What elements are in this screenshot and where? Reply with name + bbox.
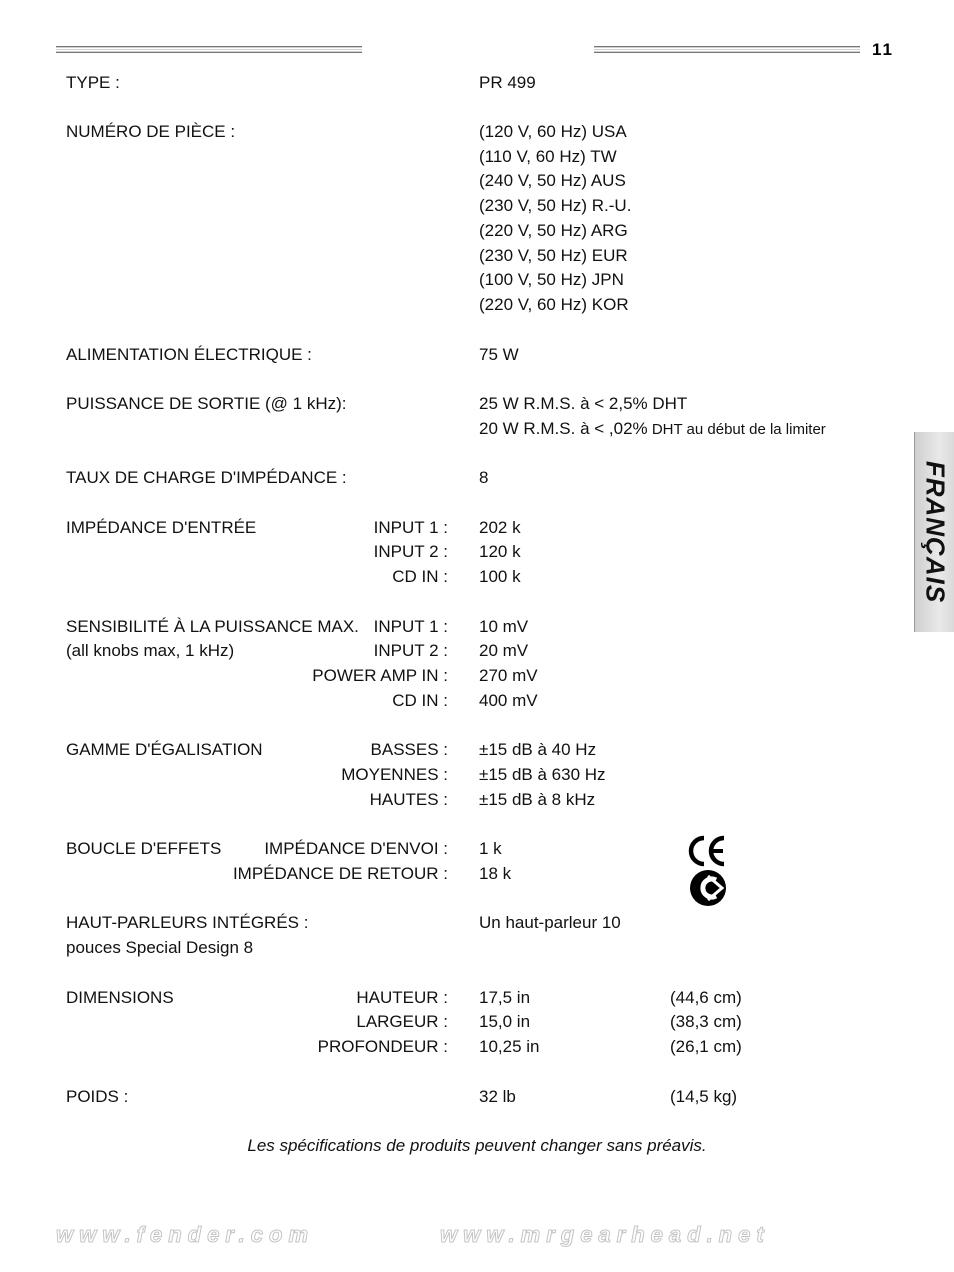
fx-loop-sub: IMPÉDANCE DE RETOUR : xyxy=(232,864,448,883)
part-number-value: (220 V, 50 Hz) ARG xyxy=(479,221,628,240)
dimensions-label: DIMENSIONS xyxy=(66,988,174,1007)
sensitivity-value: 400 mV xyxy=(479,691,538,710)
footer-url-mrgearhead: www.mrgearhead.net xyxy=(440,1222,770,1247)
sensitivity-sub: INPUT 1 : xyxy=(373,617,448,636)
dimension-metric: (26,1 cm) xyxy=(670,1037,742,1056)
sensitivity-value: 10 mV xyxy=(479,617,529,636)
speakers-label: HAUT-PARLEURS INTÉGRÉS : xyxy=(66,913,309,932)
part-number-value: (230 V, 50 Hz) EUR xyxy=(479,246,628,265)
input-impedance-sub: INPUT 1 : xyxy=(373,518,448,537)
page-number: 11 xyxy=(872,40,894,59)
dimension-sub: HAUTEUR : xyxy=(356,988,448,1007)
type-label: TYPE : xyxy=(66,73,120,92)
dimension-value: 10,25 in xyxy=(479,1037,540,1056)
dimension-sub: LARGEUR : xyxy=(356,1012,448,1031)
weight-metric: (14,5 kg) xyxy=(670,1087,738,1106)
weight-label: POIDS : xyxy=(66,1087,129,1106)
sensitivity-value: 20 mV xyxy=(479,641,529,660)
part-number-value: (240 V, 50 Hz) AUS xyxy=(479,171,626,190)
eq-label: GAMME D'ÉGALISATION xyxy=(66,740,263,759)
input-impedance-value: 120 k xyxy=(479,542,521,561)
part-number-value: (120 V, 60 Hz) USA xyxy=(479,122,627,141)
sensitivity-sub: INPUT 2 : xyxy=(373,641,448,660)
input-impedance-label: IMPÉDANCE D'ENTRÉE xyxy=(66,518,257,537)
fx-loop-value: 1 k xyxy=(479,839,502,858)
type-value: PR 499 xyxy=(479,73,536,92)
part-number-value: (230 V, 50 Hz) R.-U. xyxy=(479,196,632,215)
ce-mark-icon xyxy=(686,834,730,910)
output-value-1: 25 W R.M.S. à < 2,5% DHT xyxy=(479,394,688,413)
dimension-metric: (38,3 cm) xyxy=(670,1012,742,1031)
footer-url-fender: www.fender.com xyxy=(56,1222,315,1247)
header-rule-right xyxy=(594,46,860,53)
dimension-metric: (44,6 cm) xyxy=(670,988,742,1007)
part-number-value: (220 V, 60 Hz) KOR xyxy=(479,295,629,314)
fx-loop-label: BOUCLE D'EFFETS xyxy=(66,839,222,858)
input-impedance-value: 100 k xyxy=(479,567,521,586)
output-value-2-main: 20 W R.M.S. à < ,02% xyxy=(479,419,648,438)
language-tab-label: FRANÇAIS xyxy=(920,460,951,604)
sensitivity-sublabel: (all knobs max, 1 kHz) xyxy=(66,641,235,660)
fx-loop-sub: IMPÉDANCE D'ENVOI : xyxy=(264,839,448,858)
eq-sub: MOYENNES : xyxy=(341,765,448,784)
input-impedance-sub: CD IN : xyxy=(392,567,448,586)
sensitivity-sub: CD IN : xyxy=(392,691,448,710)
load-value: 8 xyxy=(479,468,489,487)
part-number-label: NUMÉRO DE PIÈCE : xyxy=(66,122,236,141)
header-rule-left xyxy=(56,46,362,53)
dimension-value: 17,5 in xyxy=(479,988,531,1007)
power-value: 75 W xyxy=(479,345,519,364)
eq-sub: HAUTES : xyxy=(369,790,448,809)
dimension-sub: PROFONDEUR : xyxy=(317,1037,448,1056)
part-number-value: (100 V, 50 Hz) JPN xyxy=(479,270,624,289)
fx-loop-value: 18 k xyxy=(479,864,512,883)
input-impedance-sub: INPUT 2 : xyxy=(373,542,448,561)
output-label: PUISSANCE DE SORTIE (@ 1 kHz): xyxy=(66,394,347,413)
sensitivity-sub: POWER AMP IN : xyxy=(312,666,448,685)
certification-logos xyxy=(686,834,730,915)
speakers-sublabel: pouces Special Design 8 xyxy=(66,938,254,957)
sensitivity-value: 270 mV xyxy=(479,666,538,685)
weight-value: 32 lb xyxy=(479,1087,516,1106)
language-tab xyxy=(914,432,954,632)
eq-value: ±15 dB à 630 Hz xyxy=(479,765,606,784)
dimension-value: 15,0 in xyxy=(479,1012,531,1031)
speakers-value: Un haut-parleur 10 xyxy=(479,913,621,932)
eq-sub: BASSES : xyxy=(370,740,448,759)
eq-value: ±15 dB à 40 Hz xyxy=(479,740,597,759)
part-number-value: (110 V, 60 Hz) TW xyxy=(479,147,617,166)
output-value-2 xyxy=(479,419,826,440)
input-impedance-value: 202 k xyxy=(479,518,521,537)
eq-value: ±15 dB à 8 kHz xyxy=(479,790,596,809)
power-label: ALIMENTATION ÉLECTRIQUE : xyxy=(66,345,312,364)
specs-change-note: Les spécifications de produits peuvent changer sans préavis. xyxy=(247,1136,707,1155)
load-label: TAUX DE CHARGE D'IMPÉDANCE : xyxy=(66,468,347,487)
sensitivity-label: SENSIBILITÉ À LA PUISSANCE MAX. xyxy=(66,617,359,636)
output-value-2-note: DHT au début de la limiter xyxy=(647,421,826,438)
